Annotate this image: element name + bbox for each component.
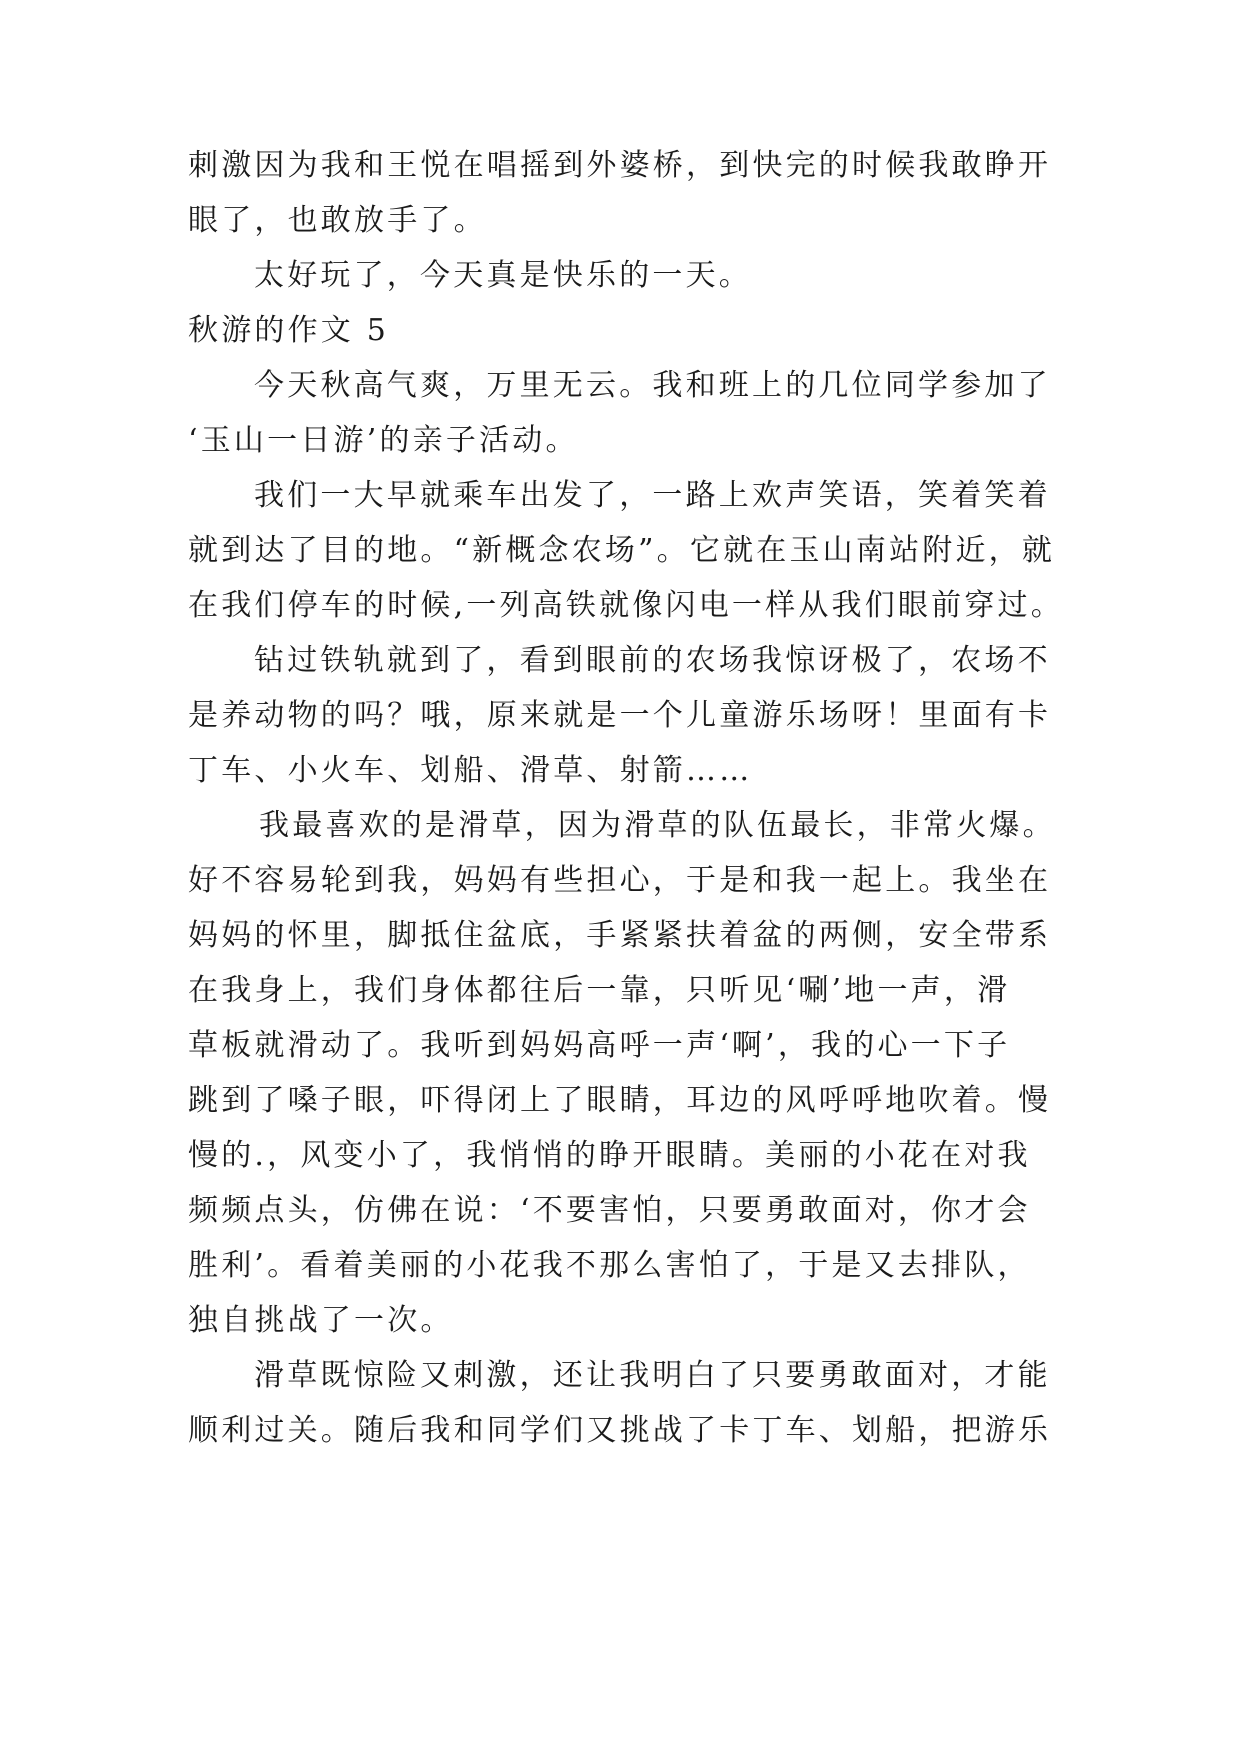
text-line: 就到达了目的地。“新概念农场”。它就在玉山南站附近，就: [188, 533, 1056, 568]
text-line: 在我们停车的时候,一列高铁就像闪电一样从我们眼前穿过。: [188, 588, 1064, 623]
text-line: 钻过铁轨就到了，看到眼前的农场我惊讶极了，农场不: [254, 643, 1051, 678]
text-line: 慢的.，风变小了，我悄悄的睁开眼睛。美丽的小花在对我: [188, 1138, 1031, 1173]
text-line: 顺利过关。随后我和同学们又挑战了卡丁车、划船，把游乐: [188, 1413, 1052, 1448]
text-line: 刺激因为我和王悦在唱摇到外婆桥，到快完的时候我敢睁开: [188, 148, 1052, 183]
text-line: 妈妈的怀里，脚抵住盆底，手紧紧扶着盆的两侧，安全带系: [188, 918, 1052, 953]
text-line: 太好玩了，今天真是快乐的一天。: [254, 258, 752, 293]
text-line: 今天秋高气爽，万里无云。我和班上的几位同学参加了: [254, 368, 1051, 403]
text-line: 滑草既惊险又刺激，还让我明白了只要勇敢面对，才能: [254, 1358, 1051, 1393]
text-line: 跳到了嗓子眼，吓得闭上了眼睛，耳边的风呼呼地吹着。慢: [188, 1083, 1052, 1118]
section-heading: 秋游的作文 5: [188, 313, 390, 348]
text-line: 眼了，也敢放手了。: [188, 203, 487, 238]
text-line: 我们一大早就乘车出发了，一路上欢声笑语，笑着笑着: [254, 478, 1051, 513]
text-line: 丁车、小火车、划船、滑草、射箭……: [188, 753, 753, 788]
text-line: ‘玉山一日游’的亲子活动。: [188, 423, 579, 458]
text-line: 独自挑战了一次。: [188, 1303, 454, 1338]
text-line: 我最喜欢的是滑草，因为滑草的队伍最长，非常火爆。: [259, 808, 1056, 843]
text-line: 胜利’。看着美丽的小花我不那么害怕了，于是又去排队，: [188, 1248, 1031, 1283]
text-line: 是养动物的吗？哦，原来就是一个儿童游乐场呀！里面有卡: [188, 698, 1052, 733]
text-line: 好不容易轮到我，妈妈有些担心，于是和我一起上。我坐在: [188, 863, 1052, 898]
text-line: 在我身上，我们身体都往后一靠，只听见‘唰’地一声，滑: [188, 973, 1011, 1008]
text-line: 频频点头，仿佛在说：‘不要害怕，只要勇敢面对，你才会: [188, 1193, 1031, 1228]
text-line: 草板就滑动了。我听到妈妈高呼一声‘啊’，我的心一下子: [188, 1028, 1011, 1063]
